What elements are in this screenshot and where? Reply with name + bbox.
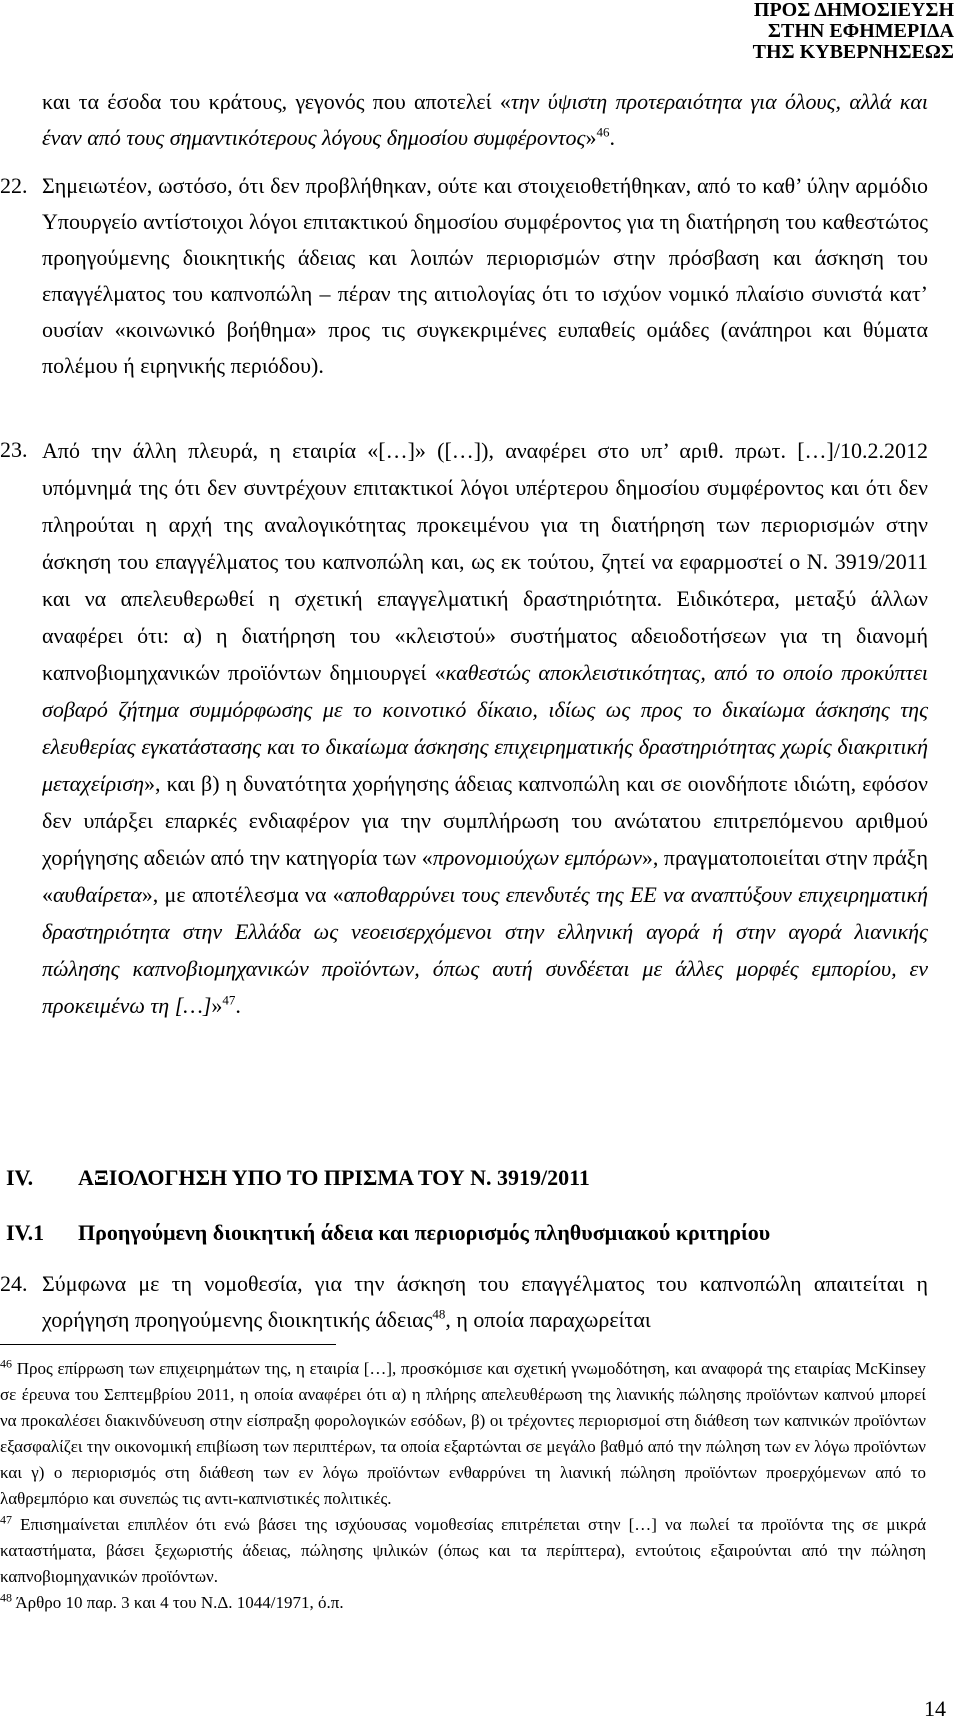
footnote-text: Άρθρο 10 παρ. 3 και 4 του Ν.Δ. 1044/1971, ό.π.: [15, 1593, 344, 1612]
paragraph-23-text-g: », με αποτέλεσμα να «: [141, 882, 344, 907]
subsection-title: Προηγούμενη διοικητική άδεια και περιορισμός πληθυσμιακού κριτηρίου: [78, 1220, 771, 1245]
section-heading-iv: [6, 1163, 590, 1193]
header-line-3: ΤΗΣ ΚΥΒΕΡΝΗΣΕΩΣ: [752, 41, 954, 63]
paragraph-22: [0, 168, 928, 384]
paragraph-number: 23.: [0, 437, 28, 462]
footnote-text: Προς επίρρωση των επιχειρημάτων της, η εταιρία […], προσκόμισε και σχετική γνωμοδότηση, και αναφορά της εταιρίας McKinsey σε έρευνα του Σεπτεμβρίου 2011, η οποία αναφέρει ότι α) η πλήρης απελευθέρωση της λιανικής πώλησης προϊόντων καπνού μπορεί να προκαλέσει διακινδύνευση στην είσπραξη φορολογικών εσόδων, β) οι τρέχοντες περιορισμοί στη διάθεση των καπνικών προϊόντων εξασφαλίζει την οικονομική επιβίωση των περιπτέρων, τα οποία εξαρτώνται σε μεγάλο βαθμό από την πώληση των εν λόγω προϊόντων και γ) ο περιορισμός στη διάθεση των εν λόγω προϊόντων ενθαρρύνει τη λιανική πώληση προϊόντων προερχόμενων από το λαθρεμπόριο και συνεπώς τις αντι-καπνιστικές πολιτικές.: [0, 1359, 926, 1508]
footnote-number: 48: [0, 1590, 12, 1605]
footnote-ref-48: 48: [432, 1306, 446, 1322]
page-number: 14: [924, 1696, 946, 1721]
paragraph-24-text-b: , η οποία παραχωρείται: [445, 1307, 651, 1332]
subsection-heading-iv1: [6, 1218, 770, 1248]
publication-header: [704, 0, 954, 63]
paragraph-23: [0, 432, 929, 1024]
header-line-2: ΣΤΗΝ ΕΦΗΜΕΡΙΔΑ: [767, 20, 954, 42]
header-line-1: ΠΡΟΣ ΔΗΜΟΣΙΕΥΣΗ: [753, 0, 954, 21]
paragraph-23-period: .: [235, 993, 241, 1018]
footnote-number: 46: [0, 1356, 12, 1371]
paragraph-23-quote-2: προνομιούχων εμπόρων: [432, 845, 642, 870]
section-number: IV.: [6, 1165, 34, 1190]
paragraph-number: 22.: [0, 173, 28, 198]
paragraph-23-quote-4: αποθαρρύνει τους επενδυτές της ΕΕ να αναπτύξουν επιχειρηματική δραστηριότητα στην Ελλάδα ως νεοεισερχόμενοι στην ελληνική αγορά ή στην αγορά λιανικής πώλησης καπνοβιομηχανικών προϊόντων, όπως αυτή συνδέεται με άλλες μορφές εμπορίου, εν προκειμένω τη […]: [42, 882, 928, 1018]
paragraph-24-text-a: Σύμφωνα με τη νομοθεσία, για την άσκηση του επαγγέλματος του καπνοπώλη απαιτείται η χορήγηση προηγούμενης διοικητικής άδειας: [42, 1271, 928, 1332]
paragraph-23-quote-close: »: [211, 993, 223, 1018]
footnote-number: 47: [0, 1512, 12, 1527]
paragraph-24: [0, 1266, 928, 1338]
footnote-text: Επισημαίνεται επιπλέον ότι ενώ βάσει της ισχύουσας νομοθεσίας επιτρέπεται στην […] να πωλεί τα προϊόντα της σε μικρά καταστήματα, βάσει ξεχωριστής άδειας, πώλησης ψιλικών (όπως και τα περίπτερα), εντούτοις εξαιρούνται από την πώληση καπνοβιομηχανικών προϊόντων.: [0, 1515, 926, 1586]
continuation-quote: την ύψιστη προτεραιότητα για όλους, αλλά και έναν από τους σημαντικότερους λόγους δημοσίου συμφέροντος: [42, 89, 928, 150]
paragraph-23-text-a: Από την άλλη πλευρά, η εταιρία «[…]» ([…]), αναφέρει στο υπ’ αριθ. πρωτ. […]/10.2.2012 υπόμνημά της ότι δεν συντρέχουν επιτακτικοί λόγοι υπέρτερου δημοσίου συμφέροντος και ότι δεν πληρούται η αρχή της αναλογικότητας προκειμένου για τη διατήρηση των περιορισμών στην άσκηση του επαγγέλματος του καπνοπώλη και, ως εκ τούτου, ζητεί να εφαρμοστεί ο Ν. 3919/2011 και να απελευθερωθεί η σχετική επαγγελματική δραστηριότητα. Ειδικότερα, μεταξύ άλλων αναφέρει ότι: α) η διατήρηση του «κλειστού» συστήματος αδειοδοτήσεων για τη διανομή καπνοβιομηχανικών προϊόντων δημιουργεί «: [42, 438, 928, 685]
continuation-period: .: [609, 125, 615, 150]
continuation-quote-close: »: [585, 125, 597, 150]
continuation-paragraph: [42, 84, 928, 156]
continuation-text: και τα έσοδα του κράτους, γεγονός που αποτελεί «: [42, 89, 511, 114]
paragraph-23-quote-3: αυθαίρετα: [53, 882, 142, 907]
paragraph-23-text-e: », πραγματοποιείται στην πράξη «: [42, 845, 928, 907]
footnotes: [0, 1356, 926, 1616]
footnote-ref-47: 47: [222, 992, 236, 1008]
footnote-47: [0, 1512, 926, 1590]
paragraph-23-quote-1: καθεστώς αποκλειστικότητας, από το οποίο προκύπτει σοβαρό ζήτημα συμμόρφωσης με το κοινοτικό δίκαιο, ιδίως ως προς το δικαίωμα άσκησης της ελευθερίας εγκατάστασης και το δικαίωμα άσκησης επιχειρηματικής δραστηριότητας χωρίς διακριτική μεταχείριση: [42, 660, 929, 796]
paragraph-23-text-c: », και β) η δυνατότητα χορήγησης άδειας καπνοπώλη και σε οιονδήποτε ιδιώτη, εφόσον δεν υπάρξει επαρκές ενδιαφέρον για την συμπλήρωση του ανώτατου επιτρεπόμενου αριθμού χορήγησης αδειών από την κατηγορία των «: [42, 771, 928, 870]
section-title: ΑΞΙΟΛΟΓΗΣΗ ΥΠΟ ΤΟ ΠΡΙΣΜΑ ΤΟΥ Ν. 3919/2011: [78, 1165, 590, 1190]
footnote-46: [0, 1356, 926, 1512]
paragraph-number: 24.: [0, 1271, 28, 1296]
footnote-48: [0, 1590, 926, 1616]
footnote-separator: [0, 1344, 336, 1345]
subsection-number: IV.1: [6, 1220, 45, 1245]
footnote-ref-46: 46: [596, 124, 610, 140]
paragraph-22-text: Σημειωτέον, ωστόσο, ότι δεν προβλήθηκαν, ούτε και στοιχειοθετήθηκαν, από το καθ’ ύλην αρμόδιο Υπουργείο αντίστοιχοι λόγοι επιτακτικού δημοσίου συμφέροντος για τη διατήρηση του καθεστώτος προηγούμενης διοικητικής άδειας και λοιπών περιορισμών στην πρόσβαση και άσκηση του επαγγέλματος του καπνοπώλη – πέραν της αιτιολογίας ότι το ισχύον νομικό πλαίσιο συνιστά κατ’ ουσίαν «κοινωνικό βοήθημα» προς τις συγκεκριμένες ευπαθείς ομάδες (ανάπηροι και θύματα πολέμου ή ειρηνικής περιόδου).: [42, 173, 928, 378]
